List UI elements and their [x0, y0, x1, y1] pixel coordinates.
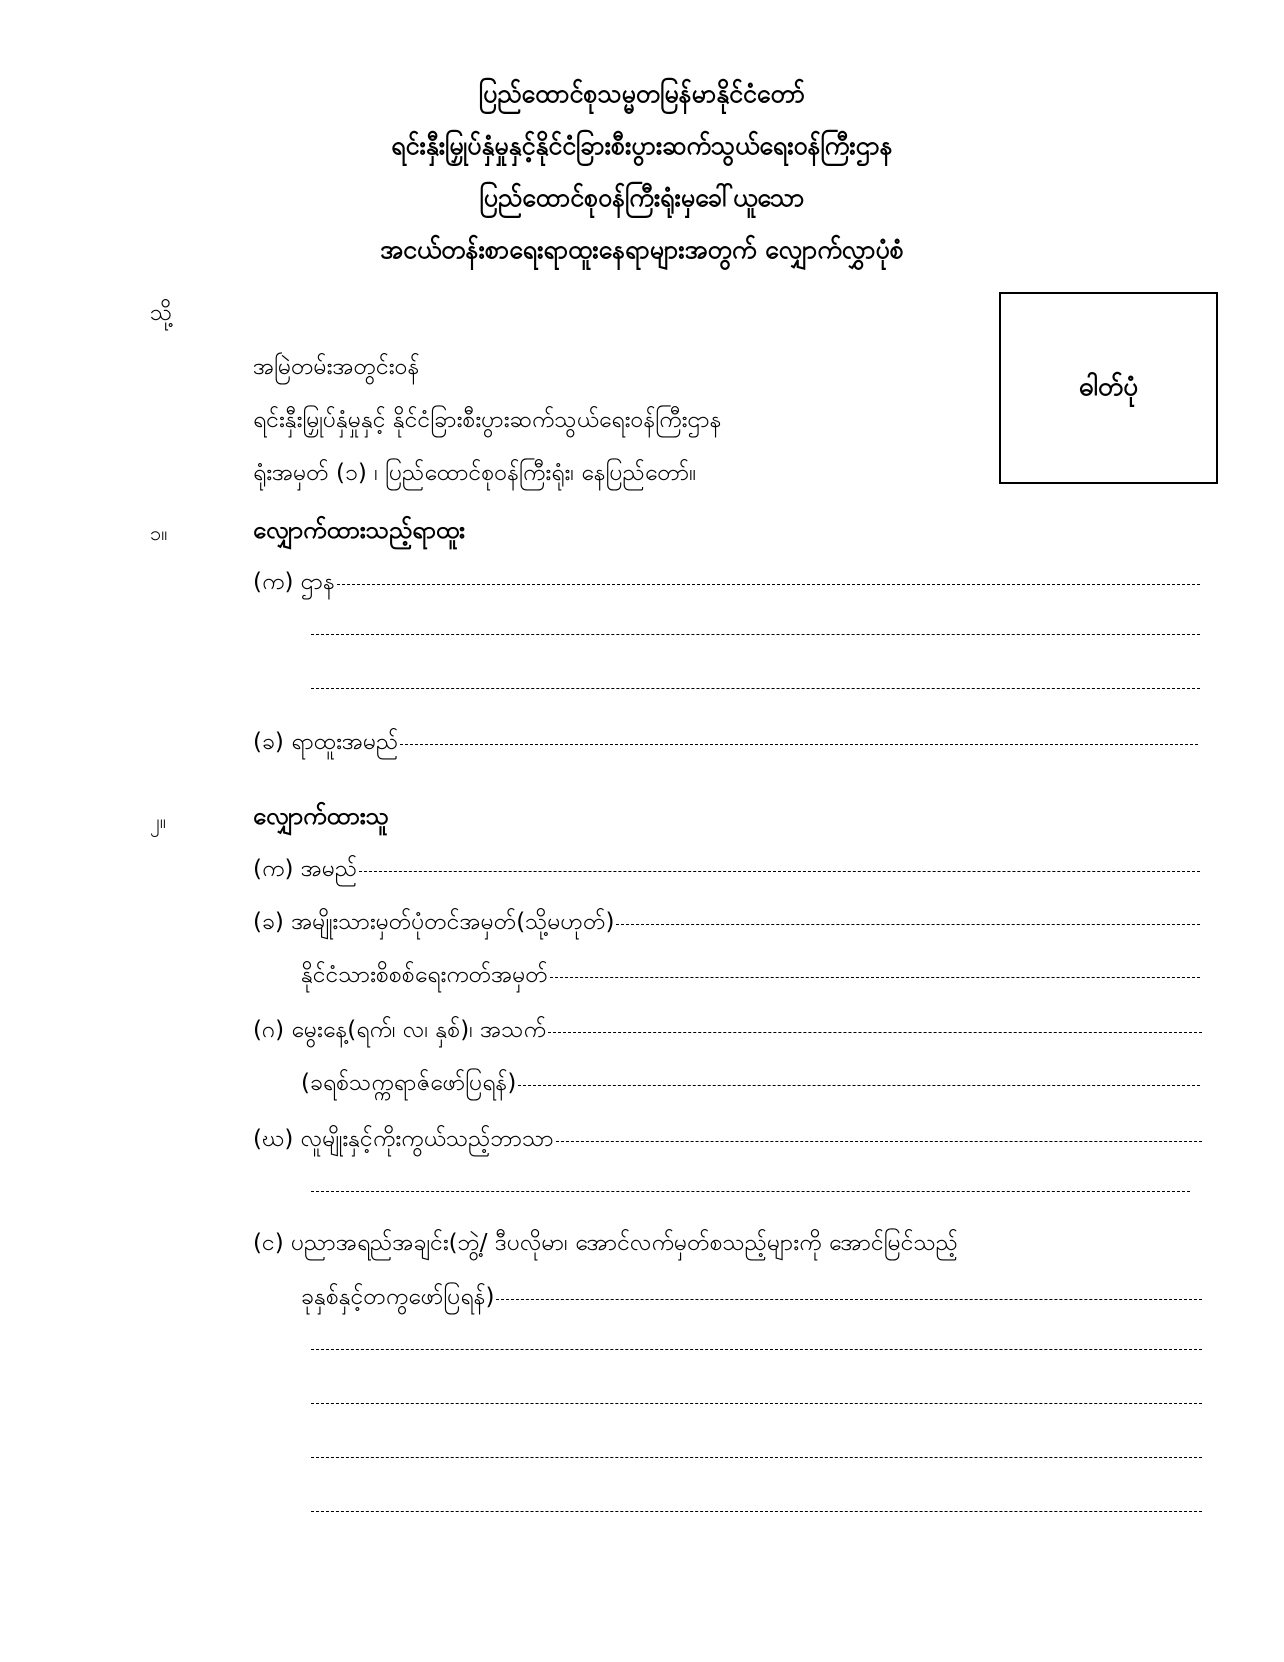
position-blank[interactable]	[400, 744, 1198, 745]
department-label: (က) ဌာန	[253, 569, 335, 595]
education-label-line-2: ခုနှစ်နှင့်တကွဖော်ပြရန်)	[301, 1284, 495, 1310]
section-1-heading: လျှောက်ထားသည့်ရာထူး	[253, 516, 466, 544]
title-line-4: အငယ်တန်းစာရေးရာထူးနေရာများအတွက် လျှောက်လွှာပုံစံ	[380, 235, 904, 264]
to-label: သို့	[150, 300, 173, 326]
department-blank-line-3[interactable]	[311, 688, 1200, 689]
section-2-heading: လျှောက်ထားသူ	[253, 802, 389, 830]
address-line-3: ရုံးအမှတ် (၁) ၊ ပြည်ထောင်စုဝန်ကြီးရုံး၊ နေပြည်တော်။	[253, 460, 697, 486]
section-2-number: ၂။	[150, 809, 166, 833]
education-blank-line-4[interactable]	[311, 1457, 1202, 1458]
education-blank-line-5[interactable]	[311, 1511, 1202, 1512]
citizenship-card-blank[interactable]	[550, 977, 1200, 978]
dob-age-label: (ဂ) မွေးနေ့(ရက်၊ လ၊ နှစ်)၊ အသက်	[253, 1017, 547, 1043]
department-blank-line-2[interactable]	[311, 634, 1200, 635]
title-line-3: ပြည်ထောင်စုဝန်ကြီးရုံးမှခေါ်ယူသော	[479, 183, 805, 212]
dob-note-field[interactable]	[301, 1064, 1200, 1098]
education-field[interactable]	[301, 1278, 1202, 1312]
nrc-blank[interactable]	[616, 924, 1200, 925]
name-field[interactable]	[253, 850, 1200, 884]
nrc-field[interactable]	[253, 903, 1200, 937]
name-blank[interactable]	[359, 871, 1200, 872]
department-blank[interactable]	[337, 584, 1200, 585]
section-1-number: ၁။	[150, 521, 168, 545]
photo-box	[999, 292, 1218, 484]
education-label-line-1: (င) ပညာအရည်အချင်း(ဘွဲ့/ ဒီပလိုမာ၊ အောင်လက်မှတ်စသည့်များကို အောင်မြင်သည့်	[253, 1230, 959, 1256]
address-line-2: ရင်းနှီးမြှုပ်နှံမှုနှင့် နိုင်ငံခြားစီးပွားဆက်သွယ်ရေးဝန်ကြီးဌာန	[253, 407, 722, 433]
education-blank-line-3[interactable]	[311, 1403, 1202, 1404]
education-blank-line-2[interactable]	[311, 1349, 1202, 1350]
position-label: (ခ) ရာထူးအမည်	[253, 729, 399, 755]
dob-note-label: (ခရစ်သက္ကရာဇ်ဖော်ပြရန်)	[301, 1070, 517, 1096]
department-field[interactable]	[253, 563, 1200, 597]
race-religion-field[interactable]	[253, 1120, 1202, 1154]
title-line-2: ရင်းနှီးမြှုပ်နှံမှုနှင့်နိုင်ငံခြားစီးပွားဆက်သွယ်ရေးဝန်ကြီးဌာန	[391, 131, 893, 160]
citizenship-card-field[interactable]	[301, 956, 1200, 990]
race-religion-label: (ဃ) လူမျိုးနှင့်ကိုးကွယ်သည့်ဘာသာ	[253, 1126, 554, 1152]
dob-note-blank[interactable]	[518, 1085, 1200, 1086]
photo-label: ဓါတ်ပုံ	[1078, 371, 1139, 402]
race-religion-blank-line-2[interactable]	[311, 1191, 1190, 1192]
dob-age-blank[interactable]	[548, 1032, 1202, 1033]
position-field[interactable]	[253, 723, 1198, 757]
address-line-1: အမြဲတမ်းအတွင်းဝန်	[253, 354, 420, 380]
race-religion-blank[interactable]	[556, 1141, 1202, 1142]
citizenship-card-label: နိုင်ငံသားစိစစ်ရေးကတ်အမှတ်	[301, 962, 548, 988]
dob-age-field[interactable]	[253, 1011, 1202, 1045]
name-label: (က) အမည်	[253, 856, 358, 882]
title-line-1: ပြည်ထောင်စုသမ္မတမြန်မာနိုင်ငံတော်	[478, 79, 806, 108]
education-blank[interactable]	[496, 1299, 1202, 1300]
nrc-label: (ခ) အမျိုးသားမှတ်ပုံတင်အမှတ်(သို့မဟုတ်)	[253, 909, 615, 935]
